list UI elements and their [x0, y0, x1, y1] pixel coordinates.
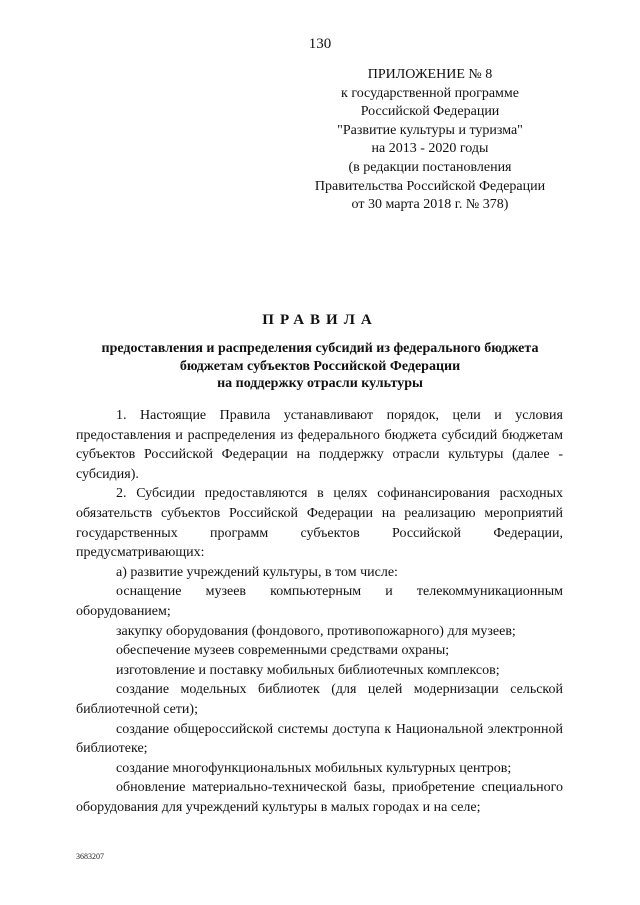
- page-number: 130: [308, 36, 332, 52]
- subtitle-line: на поддержку отрасли культуры: [217, 376, 423, 391]
- appendix-line: от 30 марта 2018 г. № 378): [351, 197, 509, 213]
- appendix-line: "Развитие культуры и туризма": [337, 122, 523, 138]
- paragraph: 2. Субсидии предоставляются в целях софинансирования расходных обязательств субъектов Российской Федерации на реализацию мероприятий государственных программ субъектов Российской Федерации, предусматривающих:: [76, 486, 563, 561]
- appendix-line: Российской Федерации: [360, 104, 500, 120]
- paragraph: 1. Настоящие Правила устанавливают порядок, цели и условия предоставления и распределения из федерального бюджета субсидий бюджетам субъектов Российской Федерации на поддержку отрасли культуры (далее - субсидия).: [76, 408, 563, 482]
- paragraph: а) развитие учреждений культуры, в том числе:: [116, 564, 398, 580]
- paragraph: создание модельных библиотек (для целей модернизации сельской библиотечной сети);: [76, 682, 563, 717]
- paragraph: изготовление и поставку мобильных библиотечных комплексов;: [116, 662, 500, 678]
- document-title: ПРАВИЛА: [262, 312, 378, 328]
- document-body: [76, 406, 563, 817]
- appendix-line: Правительства Российской Федерации: [314, 178, 546, 194]
- appendix-line: (в редакции постановления: [348, 159, 512, 175]
- appendix-line: ПРИЛОЖЕНИЕ № 8: [367, 67, 493, 82]
- paragraph: создание общероссийской системы доступа к Национальной электронной библиотеке;: [76, 721, 563, 757]
- appendix-line: к государственной программе: [341, 85, 519, 101]
- paragraph: оснащение музеев компьютерным и телекоммуникационным оборудованием;: [76, 584, 563, 619]
- paragraph: закупку оборудования (фондового, противопожарного) для музеев;: [116, 623, 516, 639]
- appendix-line: на 2013 - 2020 годы: [371, 141, 489, 157]
- document-subtitle: [70, 340, 570, 393]
- document-heading: [70, 312, 570, 393]
- paragraph: создание многофункциональных мобильных культурных центров;: [116, 760, 512, 776]
- appendix-header: [300, 66, 560, 215]
- subtitle-line: бюджетам субъектов Российской Федерации: [179, 358, 461, 374]
- paragraph: обеспечение музеев современными средствами охраны;: [116, 643, 450, 659]
- document-code: 3683207: [76, 852, 104, 861]
- paragraph: обновление материально-технической базы, приобретение специального оборудования для учреждений культуры в малых городах и на селе;: [76, 780, 563, 815]
- subtitle-line: предоставления и распределения субсидий из федерального бюджета: [101, 341, 539, 356]
